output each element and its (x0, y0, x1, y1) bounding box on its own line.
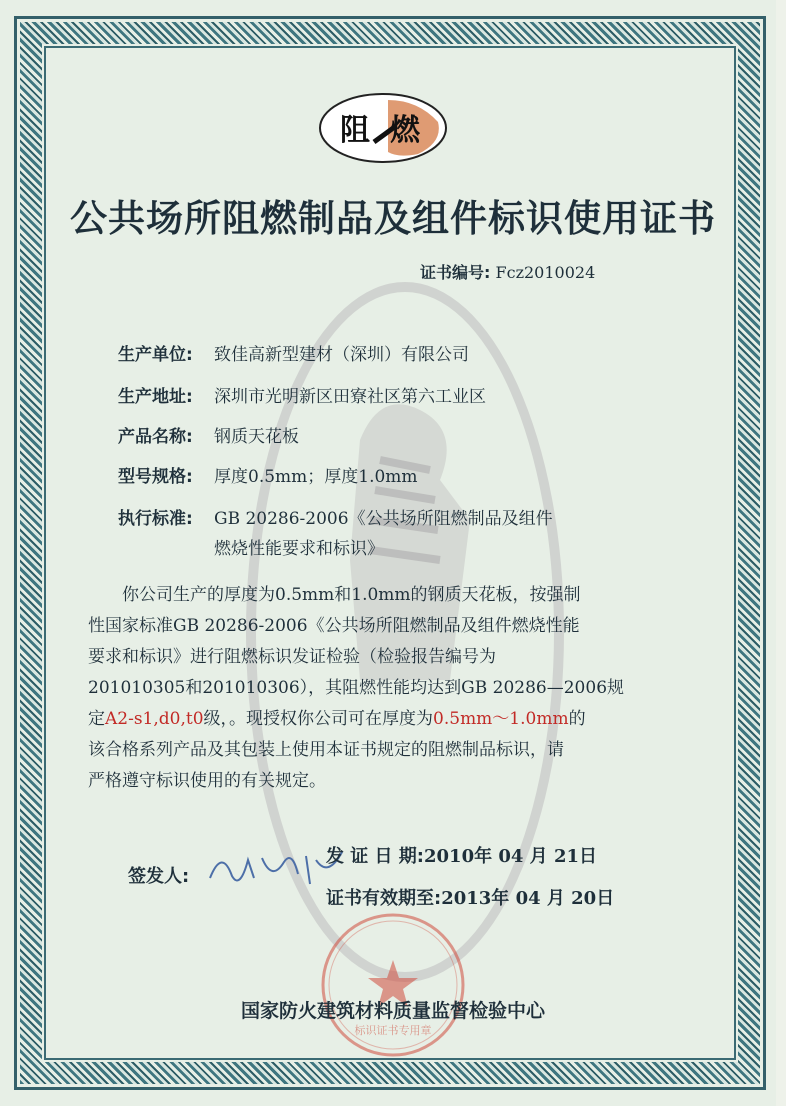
svg-text:标识证书专用章: 标识证书专用章 (354, 1024, 432, 1037)
certificate-body (88, 580, 700, 797)
thickness-range: 0.5mm～1.0mm (433, 709, 569, 729)
signer-label: 签发人: (128, 866, 190, 887)
issuing-authority: 国家防火建筑材料质量监督检验中心 (240, 1000, 545, 1022)
svg-text:阻: 阻 (340, 113, 370, 148)
valid-until (326, 884, 614, 910)
manufacturer-label: 生产单位: (118, 345, 193, 365)
issue-date-label: 发 证 日 期: (326, 846, 424, 867)
body-line-3: 要求和标识》进行阻燃标识发证检验（检验报告编号为 (88, 647, 496, 667)
flame-retardant-logo (318, 92, 448, 164)
scan-edge (776, 0, 786, 1106)
body-line-1: 你公司生产的厚度为0.5mm和1.0mm的钢质天花板，按强制 (122, 585, 581, 605)
body-line-5-post: 的 (568, 709, 586, 729)
certificate-number-value: Fcz2010024 (495, 263, 596, 282)
field-model-spec (118, 460, 418, 494)
body-line-5-pre: 定 (88, 709, 105, 729)
issue-date (326, 842, 597, 868)
valid-until-value: 2013年 04 月 20日 (441, 888, 615, 909)
field-address (118, 380, 486, 414)
body-line-2: 性国家标准GB 20286-2006《公共场所阻燃制品及组件燃烧性能 (88, 616, 580, 636)
product-name-label: 产品名称: (118, 427, 193, 447)
body-line-5-mid: 级，。现授权你公司可在厚度为 (203, 709, 434, 729)
field-standard (118, 502, 553, 536)
standard-value-line2: 燃烧性能要求和标识》 (214, 539, 384, 559)
body-line-6: 该合格系列产品及其包装上使用本证书规定的阻燃制品标识，请 (88, 740, 564, 760)
address-label: 生产地址: (118, 387, 193, 407)
body-line-4: 201010305和201010306），其阻燃性能均达到GB 20286—2006规 (88, 678, 625, 698)
certificate-number (420, 260, 595, 283)
svg-text:燃: 燃 (390, 113, 420, 148)
address-value: 深圳市光明新区田寮社区第六工业区 (214, 387, 486, 407)
field-product-name (118, 420, 299, 454)
fire-grade: A2-s1,d0,t0 (105, 709, 204, 729)
body-line-7: 严格遵守标识使用的有关规定。 (88, 771, 326, 791)
body-line-5 (88, 704, 700, 735)
product-name-value: 钢质天花板 (214, 427, 299, 447)
valid-until-label: 证书有效期至: (326, 888, 442, 909)
official-seal (318, 910, 468, 1060)
standard-label: 执行标准: (118, 509, 193, 529)
manufacturer-value: 致佳高新型建材（深圳）有限公司 (214, 345, 469, 365)
certificate-number-label: 证书编号: (420, 263, 491, 282)
issue-date-value: 2010年 04 月 21日 (424, 846, 597, 867)
field-manufacturer (118, 338, 469, 372)
certificate-title: 公共场所阻燃制品及组件标识使用证书 (70, 197, 716, 240)
model-spec-label: 型号规格: (118, 467, 193, 487)
model-spec-value: 厚度0.5mm；厚度1.0mm (214, 467, 418, 487)
standard-value-line1: GB 20286-2006《公共场所阻燃制品及组件 (214, 509, 553, 529)
